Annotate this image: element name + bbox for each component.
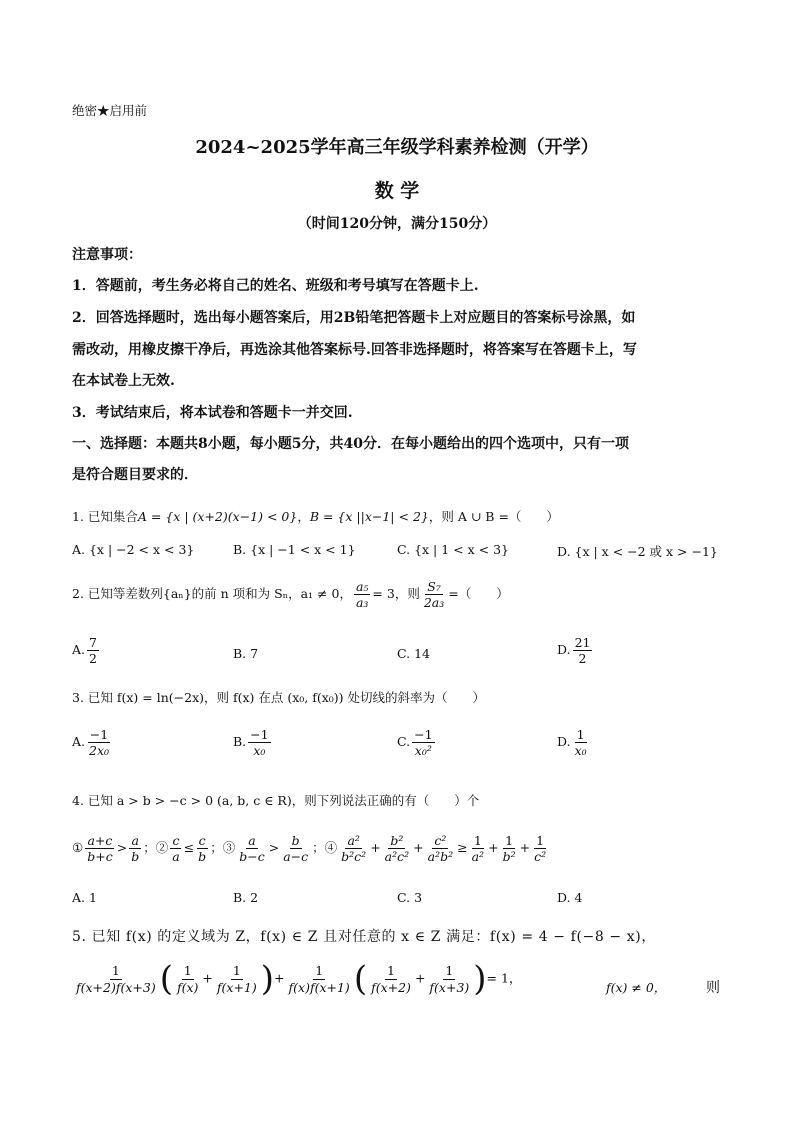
q3-option-d [557,728,591,757]
q3-option-c-numerator: −1 [414,727,433,742]
q2-ratio-numerator: a₅ [355,579,369,594]
q4-claim-2-marker: ② [155,840,169,856]
note-2-line-3: 在本试卷上无效. [72,373,175,389]
q4-claim-3-left-den: b−c [239,849,265,865]
q3-option-d-numerator: 1 [576,727,585,742]
q4-claim-4-rhs-1 [470,834,486,863]
q2-stem-end: =（ ） [448,586,509,602]
q4-claim-1-left [85,834,114,863]
q4-claim-1-op: > [116,840,128,856]
q3-option-c [397,728,437,757]
notes-heading: 注意事项： [72,247,142,263]
q4-claim-2-right-num: c [198,833,206,848]
q4-claim-3-right [281,834,310,863]
q4-claim-4-term-2-num: b² [390,833,404,848]
q2-option-a-fraction [87,636,99,665]
q4-claim-3-marker: ③ [222,840,236,856]
q5-term-1-den: f(x+2)f(x+3) [76,979,156,995]
q4-claim-1-left-num: a+c [87,833,113,848]
q4-claim-4-marker: ④ [324,840,338,856]
q5-plus: + [202,970,213,986]
q4-option-b: B. 2 [233,890,259,905]
q5-term-3 [215,964,259,993]
q4-claim-4-term-3 [426,834,455,863]
q4-plus: + [488,840,499,856]
q4-claim-4-term-3-num: c² [434,833,447,848]
q3-option-b-numerator: −1 [250,727,269,742]
q1-option-a: A. {x | −2 < x < 3} [72,542,195,557]
q3-option-b-letter: B. [233,734,247,750]
note-3: 3．考试结束后，将本试卷和答题卡一并交回. [72,405,353,421]
q4-claim-4-term-3-den: a²b² [427,849,454,865]
q4-claim-4-rhs-1-num: 1 [473,833,482,848]
q4-claim-2-op: ≤ [183,840,195,856]
q2-option-d-numerator: 21 [574,635,591,650]
q1-separator: ， [297,509,310,524]
q5-term-2-num: 1 [183,963,192,979]
q5-term-3-num: 1 [232,963,241,979]
q4-plus: + [519,840,531,856]
q5-plus: + [274,970,285,986]
q4-claim-4-rhs-1-den: a² [471,849,485,865]
q5-term-2 [175,964,200,993]
q4-claim-4-rhs-2-den: b² [502,849,516,865]
note-2-line-1: 2．回答选择题时，选出每小题答案后，用2B铅笔把答题卡上对应题目的答案标号涂黑，如 [72,310,636,326]
q2-option-d-denominator: 2 [578,651,587,667]
q4-claim-2-right-den: b [198,849,207,865]
q2-ratio-denominator: a₃ [355,595,369,611]
q3-option-c-denominator: x₀² [414,743,432,759]
q4-claim-1-left-den: b+c [87,849,113,865]
q4-option-a: A. 1 [72,890,97,905]
q3-option-a [72,728,113,757]
q4-claim-4-rhs-3-den: c² [534,849,547,865]
q1-option-d: D. {x | x < −2 或 x > −1} [557,544,718,559]
q5-nonzero-condition: f(x) ≠ 0， [606,980,667,995]
q4-claim-1-right-num: a [131,833,139,848]
q2-option-b: B. 7 [233,646,259,661]
q2-option-d-letter: D. [557,642,571,658]
q1-option-b: B. {x | −1 < x < 1} [233,542,356,557]
q4-claim-3-left [237,834,266,863]
q4-claim-3-op: > [268,840,280,856]
q4-claim-1-right [129,834,141,863]
q5-right-paren: ) [260,959,275,999]
subject-title: 数 学 [374,180,420,202]
q5-right-paren: ) [473,959,487,999]
q3-option-a-denominator: 2x₀ [89,743,110,759]
q4-option-d: D. 4 [557,890,583,905]
q2-option-d [557,636,594,665]
q4-claim-4-ge: ≥ [457,840,468,856]
q3-option-b [233,728,273,757]
question-2 [72,580,509,609]
q5-plus: + [414,970,426,986]
q3-option-d-denominator: x₀ [574,743,587,759]
q4-option-c: C. 3 [397,890,423,905]
q4-claim-4-term-1-den: b²c² [341,849,367,865]
q4-separator: ； [143,840,156,856]
q4-claim-4-rhs-3-num: 1 [536,833,545,848]
q2-option-a-denominator: 2 [89,651,97,667]
q5-equals-one: = 1， [486,970,522,986]
q2-option-a-numerator: 7 [89,635,97,650]
q5-term-1 [74,964,158,993]
q5-term-2-den: f(x) [176,979,199,995]
exam-time: （时间120分钟，满分150分） [297,216,497,232]
q3-option-b-denominator: x₀ [253,743,266,759]
q4-claim-4-term-1 [339,834,368,863]
q4-claim-2-left-num: c [172,833,180,848]
q2-prefix: 2. 已知等差数列{aₙ}的前 n 项和为 Sₙ，a₁ ≠ 0， [72,586,352,602]
q2-option-d-fraction [573,636,593,665]
q4-claim-2-left [170,834,181,863]
q4-claim-4-rhs-2 [501,834,518,863]
q1-set-b: B = {x ||x−1| < 2} [309,509,429,524]
q4-claim-4-term-2-den: a²c² [384,849,410,865]
q2-ratio-equals: = 3，则 [372,586,420,602]
q3-option-b-fraction [248,728,270,757]
q2-option-a-letter: A. [72,642,86,658]
q5-left-paren: ( [353,959,368,999]
q3-option-d-letter: D. [557,734,571,750]
q4-separator: ； [210,840,223,856]
q4-claim-4-rhs-3 [532,834,548,863]
q5-term-4-den: f(x)f(x+1) [288,979,350,995]
q2-option-a [72,636,101,665]
q4-claim-4-rhs-2-num: 1 [505,833,514,848]
question-1 [72,507,559,525]
section-heading-line-1: 一、选择题：本题共8小题，每小题5分，共40分．在每小题给出的四个选项中，只有一项 [72,436,629,452]
q4-claim-3-left-num: a [248,833,256,848]
q5-term-5-den: f(x+2) [371,979,411,995]
q4-claim-3-right-num: b [291,833,300,848]
note-2-line-2: 需改动，用橡皮擦干净后，再选涂其他答案标号.回答非选择题时，将答案写在答题卡上，写 [72,342,637,358]
q5-term-6-den: f(x+3) [429,979,470,995]
q4-claim-1-right-den: b [131,849,140,865]
question-4: 4. 已知 a > b > −c > 0 (a, b, c ∈ R)，则下列说法正确的有（ ）个 [72,793,480,808]
q2-ratio-fraction [354,580,370,609]
q5-term-4 [287,964,352,993]
question-5-equation [72,959,522,999]
q5-term-6 [427,964,471,993]
q1-prefix: 1. 已知集合 [72,509,138,524]
q3-option-d-fraction [573,728,589,757]
q5-then: 则 [706,980,720,996]
q2-option-c: C. 14 [397,646,430,661]
q4-claim-3-right-den: a−c [283,849,309,865]
q5-term-1-num: 1 [111,963,120,979]
q1-stem-end: ，则 A ∪ B =（ ） [428,509,559,524]
note-1: 1．答题前，考生务必将自己的姓名、班级和考号填写在答题卡上. [72,278,479,294]
q3-option-c-fraction [412,728,434,757]
q2-target-fraction [422,580,446,609]
q1-option-c: C. {x | 1 < x < 3} [397,542,509,557]
question-5-line-1: 5. 已知 f(x) 的定义域为 Z，f(x) ∈ Z 且对任意的 x ∈ Z 满足：f(x) = 4 − f(−8 − x)， [72,929,656,945]
q2-target-denominator: 2a₃ [423,595,445,611]
q5-term-4-num: 1 [315,963,324,979]
q5-term-3-den: f(x+1) [216,979,257,995]
confidential-mark: 绝密★启用前 [72,103,148,118]
question-3: 3. 已知 f(x) = ln(−2x)，则 f(x) 在点 (x₀, f(x₀)) 处切线的斜率为（ ） [72,690,486,705]
q4-plus: + [370,840,381,856]
q3-option-a-fraction [87,728,111,757]
q3-option-a-letter: A. [72,734,86,750]
q3-option-c-letter: C. [397,734,411,750]
q4-claim-4-term-1-num: a² [347,833,360,848]
q1-set-a: A = {x | (x+2)(x−1) < 0} [137,509,298,524]
q4-claims [72,834,550,863]
q4-claim-2-right [196,834,208,863]
q4-separator: ； [312,840,325,856]
q5-term-6-num: 1 [445,963,454,979]
q4-claim-4-term-2 [383,834,411,863]
exam-title: 2024~2025学年高三年级学科素养检测（开学） [195,137,599,158]
q5-left-paren: ( [159,959,173,999]
section-heading-line-2: 是符合题目要求的． [72,467,198,483]
q5-term-5-num: 1 [387,963,395,979]
q4-claim-1-marker: ① [72,840,84,856]
q2-target-numerator: S₇ [427,579,441,594]
q5-term-5 [369,964,413,993]
q3-option-a-numerator: −1 [89,727,109,742]
q4-plus: + [413,840,424,856]
q4-claim-2-left-den: a [172,849,180,865]
